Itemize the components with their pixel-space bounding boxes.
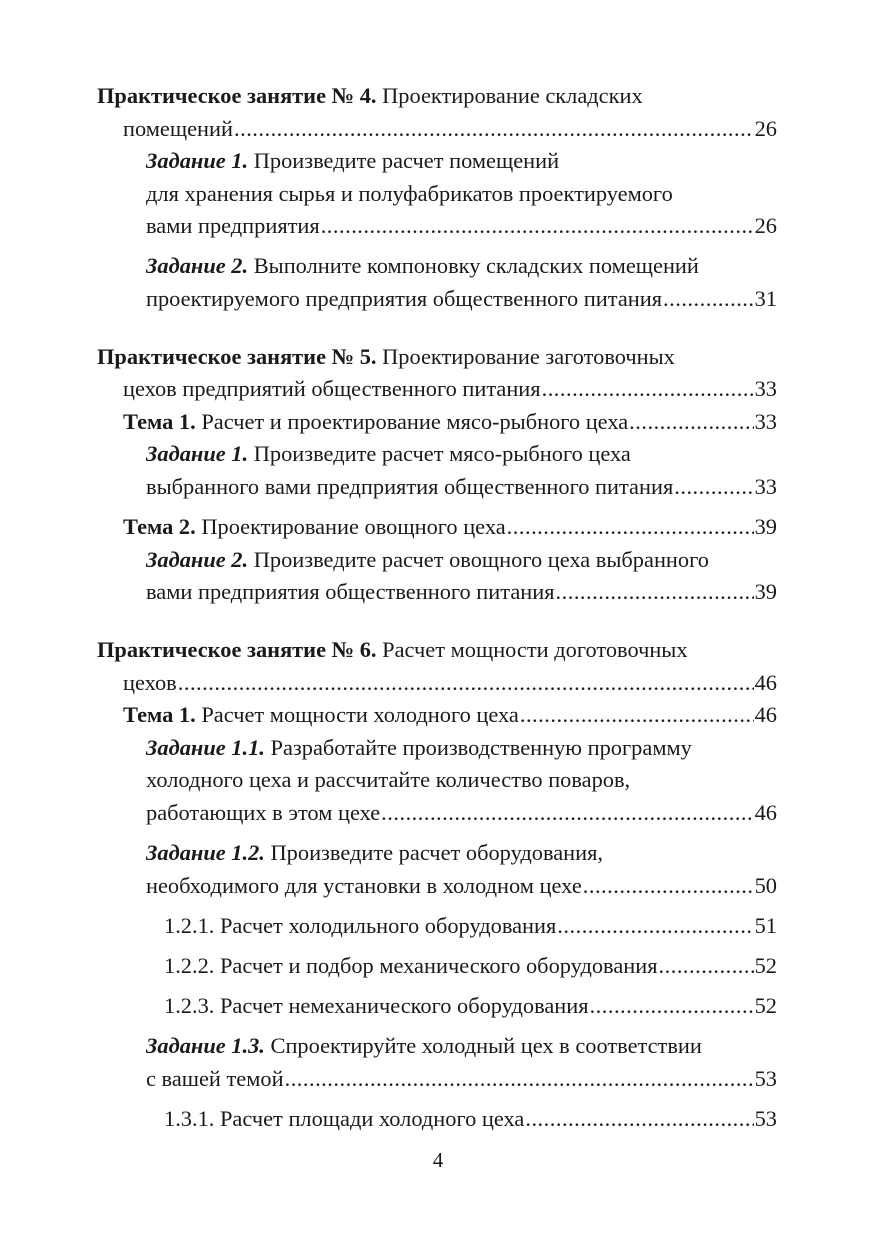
toc-text <box>123 699 519 732</box>
toc-line[interactable] <box>97 438 777 471</box>
toc-entry-label: Задание 1. <box>146 148 249 174</box>
toc-entry-title: Расчет мощности доготовочных <box>382 636 688 662</box>
toc-page-number: 51 <box>754 912 777 938</box>
toc-text <box>146 797 380 830</box>
toc-entry-label: Задание 1.2. <box>146 839 265 865</box>
toc-text <box>123 667 177 700</box>
toc-leader-dots <box>659 950 754 983</box>
toc-leader-dots <box>556 576 754 609</box>
toc-text <box>164 950 658 983</box>
toc-text <box>97 634 688 667</box>
toc-text <box>146 438 631 471</box>
toc-text <box>123 373 541 406</box>
toc-line[interactable] <box>97 1103 777 1136</box>
toc-text <box>146 1030 702 1063</box>
toc-leader-dots <box>542 373 754 406</box>
toc-page-number: 53 <box>754 1105 777 1131</box>
toc-entry-label: Задание 1. <box>146 441 249 467</box>
toc-text <box>146 178 673 211</box>
toc-line[interactable] <box>97 950 777 983</box>
toc-line[interactable] <box>97 1063 777 1096</box>
toc-entry-label: Практическое занятие № 5. <box>97 343 377 369</box>
toc-leader-dots <box>590 990 754 1023</box>
toc-text <box>164 910 556 943</box>
toc-text <box>146 250 699 283</box>
toc-leader-dots <box>507 511 754 544</box>
toc-line[interactable] <box>97 1030 777 1063</box>
toc-entry-continuation: проектируемого предприятия общественного питания <box>146 286 663 312</box>
toc-line[interactable] <box>97 178 777 211</box>
toc-entry-label: Тема 1. <box>123 702 196 728</box>
toc-entry-continuation: работающих в этом цехе <box>146 799 381 825</box>
toc-entry-continuation: вами предприятия общественного питания <box>146 579 555 605</box>
toc-entry-continuation: цехов предприятий общественного питания <box>123 376 541 402</box>
toc-entry-label: Задание 1.3. <box>146 1032 265 1058</box>
toc-leader-dots <box>663 283 754 316</box>
toc-page-number: 52 <box>754 992 777 1018</box>
toc-page-number: 31 <box>754 286 777 312</box>
toc-line[interactable] <box>97 250 777 283</box>
toc-entry-label: Задание 2. <box>146 253 249 279</box>
toc-entry-title: 1.2.3. Расчет немеханического оборудования <box>164 992 589 1018</box>
toc-leader-dots <box>178 667 754 700</box>
toc-page-number: 26 <box>754 115 777 141</box>
toc-line[interactable] <box>97 511 777 544</box>
toc-text <box>123 406 628 439</box>
toc-line[interactable] <box>97 576 777 609</box>
toc-line[interactable] <box>97 341 777 374</box>
toc-leader-dots <box>234 113 754 146</box>
toc-entry-continuation: помещений <box>123 115 233 141</box>
toc-entry-title: Произведите расчет помещений <box>253 148 560 174</box>
toc-entry-title: Произведите расчет оборудования, <box>270 839 604 865</box>
toc-line[interactable] <box>97 699 777 732</box>
toc-leader-dots <box>520 699 754 732</box>
toc-entry-continuation: холодного цеха и рассчитайте количество поваров, <box>146 767 631 793</box>
toc-text <box>164 990 589 1023</box>
toc-leader-dots <box>557 910 753 943</box>
toc-page-number: 33 <box>754 376 777 402</box>
toc-page-number: 39 <box>754 514 777 540</box>
toc-entry-title: Проектирование заготовочных <box>382 343 675 369</box>
toc-text <box>146 764 630 797</box>
toc-entry-label: Тема 1. <box>123 408 196 434</box>
toc-line[interactable] <box>97 145 777 178</box>
toc-entry-continuation: цехов <box>123 669 177 695</box>
toc-entry-label: Задание 1.1. <box>146 734 265 760</box>
toc-text <box>146 870 582 903</box>
toc-entry-continuation: вами предприятия <box>146 213 320 239</box>
toc-text <box>146 1063 284 1096</box>
toc-leader-dots <box>674 471 753 504</box>
toc-text <box>123 113 233 146</box>
toc-line[interactable] <box>97 113 777 146</box>
toc-entry-title: Произведите расчет овощного цеха выбранного <box>253 546 709 572</box>
toc-entry-title: Расчет и проектирование мясо-рыбного цеха <box>201 408 629 434</box>
toc-entry-title: Спроектируйте холодный цех в соответствии <box>270 1032 702 1058</box>
toc-line[interactable] <box>97 910 777 943</box>
toc-page-number: 52 <box>754 952 777 978</box>
toc-text <box>146 210 320 243</box>
toc-line[interactable] <box>97 471 777 504</box>
toc-page-number: 39 <box>754 579 777 605</box>
toc-entry-title: 1.2.1. Расчет холодильного оборудования <box>164 912 557 938</box>
toc-text <box>146 471 673 504</box>
toc-leader-dots <box>525 1103 753 1136</box>
toc-leader-dots <box>285 1063 754 1096</box>
toc-text <box>97 80 643 113</box>
toc-entry-label: Практическое занятие № 6. <box>97 636 377 662</box>
toc-line[interactable] <box>97 406 777 439</box>
toc-page-number: 46 <box>754 702 777 728</box>
toc-text <box>164 1103 524 1136</box>
toc-leader-dots <box>381 797 753 830</box>
toc-line[interactable] <box>97 837 777 870</box>
toc-text <box>146 145 559 178</box>
toc-entry-title: 1.2.2. Расчет и подбор механического оборудования <box>164 952 658 978</box>
toc-page-number: 33 <box>754 474 777 500</box>
toc-text <box>146 283 662 316</box>
toc-text <box>146 732 692 765</box>
toc-line[interactable] <box>97 373 777 406</box>
toc-entry-continuation: выбранного вами предприятия общественного питания <box>146 474 674 500</box>
toc-page-number: 46 <box>754 669 777 695</box>
toc-entry-continuation: необходимого для установки в холодном цехе <box>146 872 582 898</box>
toc-page-number: 33 <box>754 408 777 434</box>
toc-page-number: 53 <box>754 1065 777 1091</box>
toc-entry-title: Проектирование складских <box>382 83 643 108</box>
table-of-contents <box>97 80 777 1135</box>
page-number: 4 <box>432 1148 444 1172</box>
toc-entry-continuation: для хранения сырья и полуфабрикатов проектируемого <box>146 180 673 206</box>
toc-line[interactable] <box>97 634 777 667</box>
toc-line[interactable] <box>97 764 777 797</box>
toc-line[interactable] <box>97 283 777 316</box>
toc-entry-title: 1.3.1. Расчет площади холодного цеха <box>164 1105 525 1131</box>
toc-line[interactable] <box>97 667 777 700</box>
toc-entry-title: Расчет мощности холодного цеха <box>201 702 519 728</box>
toc-text <box>146 837 603 870</box>
toc-line[interactable] <box>97 544 777 577</box>
toc-entry-label: Практическое занятие № 4. <box>97 83 377 108</box>
toc-page-number: 46 <box>754 799 777 825</box>
toc-leader-dots <box>629 406 753 439</box>
toc-text <box>146 544 709 577</box>
toc-entry-title: Выполните компоновку складских помещений <box>253 253 699 279</box>
toc-text <box>146 576 555 609</box>
toc-line[interactable] <box>97 870 777 903</box>
toc-entry-label: Тема 2. <box>123 514 196 540</box>
toc-page-number: 50 <box>754 872 777 898</box>
toc-line[interactable] <box>97 797 777 830</box>
toc-text <box>97 341 675 374</box>
toc-entry-label: Задание 2. <box>146 546 249 572</box>
toc-entry-title: Произведите расчет мясо-рыбного цеха <box>253 441 631 467</box>
toc-entry-title: Разработайте производственную программу <box>270 734 692 760</box>
toc-line[interactable] <box>97 732 777 765</box>
toc-line[interactable] <box>97 210 777 243</box>
toc-leader-dots <box>321 210 754 243</box>
toc-entry-continuation: с вашей темой <box>146 1065 284 1091</box>
toc-leader-dots <box>583 870 754 903</box>
toc-line[interactable] <box>97 80 777 113</box>
toc-entry-title: Проектирование овощного цеха <box>201 514 506 540</box>
toc-line[interactable] <box>97 990 777 1023</box>
toc-page-number: 26 <box>754 213 777 239</box>
toc-text <box>123 511 506 544</box>
